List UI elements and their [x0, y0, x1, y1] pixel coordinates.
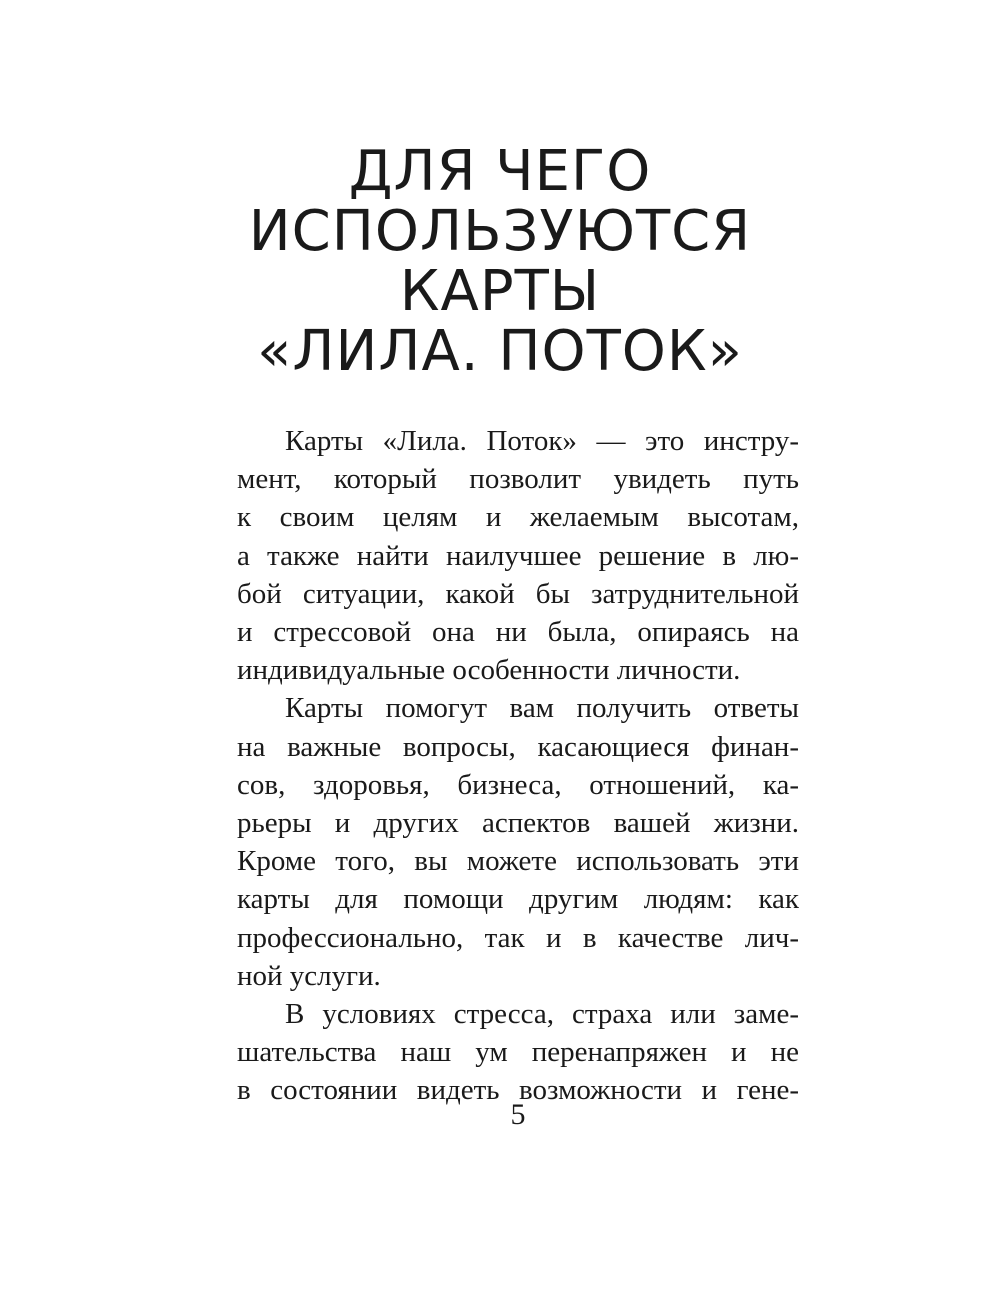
text-line: В условиях стресса, страха или заме-	[285, 998, 799, 1031]
text-line: в состоянии видеть возможности и гене-	[237, 1074, 799, 1107]
text-line: мент, который позволит увидеть путь	[237, 463, 799, 496]
text-line: сов, здоровья, бизнеса, отношений, ка-	[237, 768, 799, 801]
text-line: и стрессовой она ни была, опираясь на	[237, 616, 799, 649]
text-line: бой ситуации, какой бы затруднительной	[237, 577, 799, 610]
text-line: Карты помогут вам получить ответы	[285, 692, 799, 725]
text-line: шательства наш ум перенапряжен и не	[237, 1036, 799, 1069]
text-line: Кроме того, вы можете использовать эти	[237, 845, 799, 878]
text-line: профессионально, так и в качестве лич-	[237, 921, 799, 954]
text-line: индивидуальные особенности личности.	[237, 654, 741, 687]
text-line: карты для помощи другим людям: как	[237, 883, 799, 916]
body-text	[237, 422, 799, 1110]
text-line: а также найти наилучшее решение в лю-	[237, 539, 799, 572]
text-line: к своим целям и желаемым высотам,	[237, 501, 799, 534]
paragraph-2	[237, 689, 799, 995]
paragraph-1	[237, 422, 799, 689]
text-line: рьеры и других аспектов вашей жизни.	[237, 807, 799, 840]
chapter-title-line: ИСПОЛЬЗУЮТСЯ	[248, 199, 752, 264]
text-line: Карты «Лила. Поток» — это инстру-	[285, 425, 799, 457]
chapter-title	[180, 139, 820, 384]
text-line: ной услуги.	[237, 959, 381, 992]
chapter-title-line: «ЛИЛА. ПОТОК»	[257, 319, 743, 384]
chapter-title-line: ДЛЯ ЧЕГО	[348, 139, 652, 204]
paragraph-3	[237, 995, 799, 1110]
text-line: на важные вопросы, касающиеся финан-	[237, 730, 799, 763]
chapter-title-line: КАРТЫ	[399, 259, 601, 324]
page-number: 5	[510, 1098, 526, 1131]
